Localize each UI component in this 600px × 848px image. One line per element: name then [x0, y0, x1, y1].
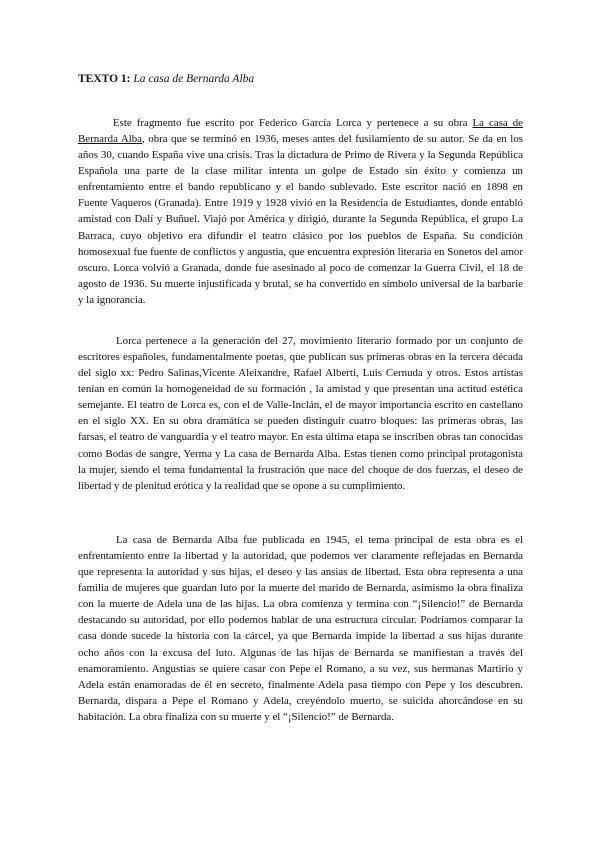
paragraph-1-lead: Este fragmento fue escrito por Federico García Lorca y pertenece a su obra — [113, 116, 473, 129]
paragraph-1-rest: , obra que se terminó en 1936, meses antes del fusilamiento de su autor. Se da en los años 30, cuando España vive una crisis. Tras la dictadura de Primo de Rivera y la Segunda República Española una parte de la clase militar intenta un golpe de Estado sin éxito y comienza un enfrentamiento entre el bando republicano y el bando sublevado. Este escritor nació en 1898 en Fuente Vaqueros (Granada). Entre 1919 y 1928 vivió en la Residencia de Estudiantes, donde entabló amistad con Dalí y Buñuel. Viajó por América y dirigió, durante la Segunda República, el grupo La Barraca, cuyo objetivo era difundir el teatro clásico por los pueblos de España. Su condición homosexual fue fuente de conflictos y angustia, que encuentra expresión literaria en Sonetos del amor oscuro. Lorca volvió a Granada, donde fue asesinado al poco de comenzar la Guerra Civil, el 18 de agosto de 1936. Su muerte injustificada y brutal, se ha convertido en símbolo universal de la barbarie y la ignorancia. — [78, 132, 523, 306]
document-title — [78, 71, 254, 87]
title-label: TEXTO 1: — [78, 73, 131, 85]
paragraph-work-analysis: La casa de Bernarda Alba fue publicada en 1945, el tema principal de esta obra es el enfrentamiento entre la libertad y la autoridad, que podemos ver claramente reflejadas en Bernarda que representa la autoridad y sus hijas, el deseo y las ansias de libertad. Esta obra representa a una familia de mujeres que guardan luto por la muerte del marido de Bernarda, asimismo la obra finaliza con la muerte de Adela una de las hijas. La obra comienza y termina con “¡Silencio!” de Bernarda destacando su autoridad, por ello podemos hablar de una estructura circular. Podríamos comparar la casa donde sucede la historia con la cárcel, ya que Bernarda impide la libertad a sus hijas durante ocho años con la excusa del luto. Algunas de las hijas de Bernarda se manifiestan a través del enamoramiento. Angustias se quiere casar con Pepe el Romano, a su vez, sus hermanas Martirio y Adela están enamoradas de él en secreto, finalmente Adela pasa tiempo con Pepe y los descubren. Bernarda, dispara a Pepe el Romano y Adela, creyéndolo muerto, se suicida ahorcándose en su habitación. La obra finaliza con su muerte y el “¡Silencio!” de Bernarda. — [78, 533, 523, 723]
paragraph-generation-27: Lorca pertenece a la generación del 27, movimiento literario formado por un conjunto de escritores españoles, fundamentalmente poetas, que publican sus primeras obras en la tercera década del siglo xx: Pedro Salinas,Vicente Aleixandre, Rafael Alberti, Luis Cernuda y otros. Estos artistas tenían en común la homogeneidad de su formación , la amistad y que presentan una actitud estética semejante. El teatro de Lorca es, con el de Valle-Inclán, el de mayor importancia escrito en castellano en el siglo XX. En su obra dramática se pueden distinguir cuatro bloques: las primeras obras, las farsas, el teatro de vanguardia y el teatro mayor. En esta última etapa se inscriben obras tan conocidas como Bodas de sangre, Yerma y La casa de Bernarda Alba. Estas tienen como principal protagonista la mujer, siendo el tema fundamental la frustración que nace del choque de dos fuerzas, el deseo de libertad y de plenitud erótica y la realidad que se opone a su cumplimiento. — [78, 334, 523, 492]
title-work-name: La casa de Bernarda Alba — [133, 73, 255, 85]
paragraph-author-context — [78, 115, 523, 308]
work-title-link[interactable]: La casa de Bernarda Alba — [78, 116, 524, 145]
